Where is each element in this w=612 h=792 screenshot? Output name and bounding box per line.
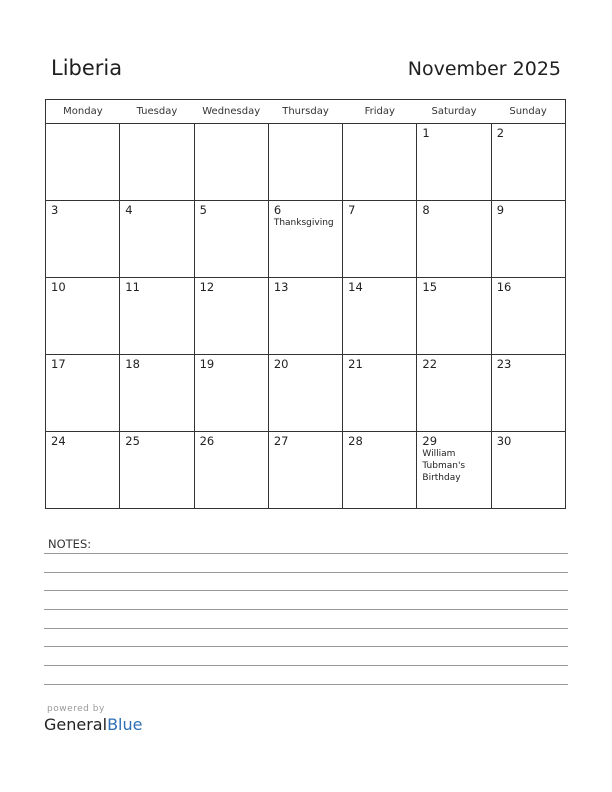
- day-cell: [268, 432, 342, 509]
- day-cell: [491, 201, 565, 278]
- day-number: 20: [273, 357, 289, 371]
- day-number: 10: [51, 280, 66, 294]
- day-cell: [46, 201, 120, 278]
- holiday-label: Thanksgiving: [273, 218, 334, 228]
- weekday-saturday: Saturday: [417, 100, 491, 124]
- day-cell: [343, 355, 417, 432]
- day-number: 6: [273, 203, 282, 217]
- week-row: [46, 355, 566, 432]
- notes-label: NOTES:: [48, 537, 92, 551]
- day-number: 19: [199, 357, 215, 371]
- week-row: [46, 432, 566, 509]
- holiday-label: William Tubman's Birthday: [422, 449, 466, 483]
- note-line: [44, 665, 568, 666]
- day-number: 24: [51, 434, 66, 448]
- note-line: [44, 609, 568, 610]
- day-cell: [46, 355, 120, 432]
- day-number: 30: [496, 434, 512, 448]
- weekday-friday: Friday: [343, 100, 417, 124]
- day-cell: [417, 432, 491, 509]
- week-row: [46, 278, 566, 355]
- day-cell: [343, 124, 417, 201]
- day-cell: [194, 201, 268, 278]
- day-number: 14: [348, 280, 363, 294]
- day-cell: [194, 432, 268, 509]
- day-number: 7: [348, 203, 356, 217]
- day-number: 9: [496, 203, 505, 217]
- calendar-grid: [45, 99, 566, 509]
- weekday-sunday: Sunday: [491, 100, 565, 124]
- powered-by-text: powered by: [47, 704, 105, 714]
- month-title: November 2025: [407, 58, 561, 80]
- note-line: [44, 684, 568, 685]
- week-row: [46, 201, 566, 278]
- day-cell: [120, 124, 194, 201]
- day-number: 28: [348, 434, 363, 448]
- day-number: 2: [496, 126, 505, 140]
- day-cell: [120, 432, 194, 509]
- day-number: 4: [125, 203, 133, 217]
- day-cell: [491, 124, 565, 201]
- day-cell: [491, 355, 565, 432]
- day-number: 17: [51, 357, 66, 371]
- day-cell: [120, 278, 194, 355]
- day-cell: [46, 124, 120, 201]
- day-cell: [120, 355, 194, 432]
- day-number: 1: [422, 126, 430, 140]
- week-row: [46, 124, 566, 201]
- day-cell: [343, 278, 417, 355]
- day-number: 3: [51, 203, 59, 217]
- day-cell: [417, 355, 491, 432]
- weekday-monday: Monday: [46, 100, 120, 124]
- day-cell: [268, 355, 342, 432]
- day-number: 26: [199, 434, 215, 448]
- day-cell: [194, 355, 268, 432]
- day-cell: [268, 278, 342, 355]
- day-number: 8: [422, 203, 430, 217]
- day-number: 25: [125, 434, 140, 448]
- day-cell: [194, 124, 268, 201]
- day-cell: [491, 432, 565, 509]
- day-number: 12: [199, 280, 215, 294]
- day-number: 13: [273, 280, 289, 294]
- day-cell: [46, 278, 120, 355]
- day-number: 21: [348, 357, 363, 371]
- day-number: 23: [496, 357, 512, 371]
- brand-general: General: [44, 715, 108, 734]
- weekday-thursday: Thursday: [268, 100, 342, 124]
- note-line: [44, 646, 568, 647]
- day-cell: [194, 278, 268, 355]
- day-number: 11: [125, 280, 140, 294]
- day-number: 29: [422, 434, 438, 448]
- weekday-tuesday: Tuesday: [120, 100, 194, 124]
- day-number: 16: [496, 280, 512, 294]
- day-number: 18: [125, 357, 140, 371]
- day-number: 27: [273, 434, 289, 448]
- brand-blue: Blue: [107, 715, 143, 734]
- day-cell: [268, 124, 342, 201]
- country-title: Liberia: [51, 56, 123, 80]
- day-number: 5: [199, 203, 207, 217]
- day-cell: [268, 201, 342, 278]
- day-cell: [343, 201, 417, 278]
- day-number: 22: [422, 357, 438, 371]
- weekday-wednesday: Wednesday: [194, 100, 268, 124]
- day-cell: [417, 124, 491, 201]
- brand-logo: [44, 715, 142, 734]
- day-cell: [417, 278, 491, 355]
- note-line: [44, 590, 568, 591]
- footer-logo: [44, 704, 142, 734]
- day-cell: [46, 432, 120, 509]
- day-cell: [343, 432, 417, 509]
- note-line: [44, 628, 568, 629]
- day-number: 15: [422, 280, 438, 294]
- note-line: [44, 572, 568, 573]
- day-cell: [120, 201, 194, 278]
- day-cell: [417, 201, 491, 278]
- weekday-header-row: [46, 100, 566, 124]
- note-line: [44, 553, 568, 554]
- day-cell: [491, 278, 565, 355]
